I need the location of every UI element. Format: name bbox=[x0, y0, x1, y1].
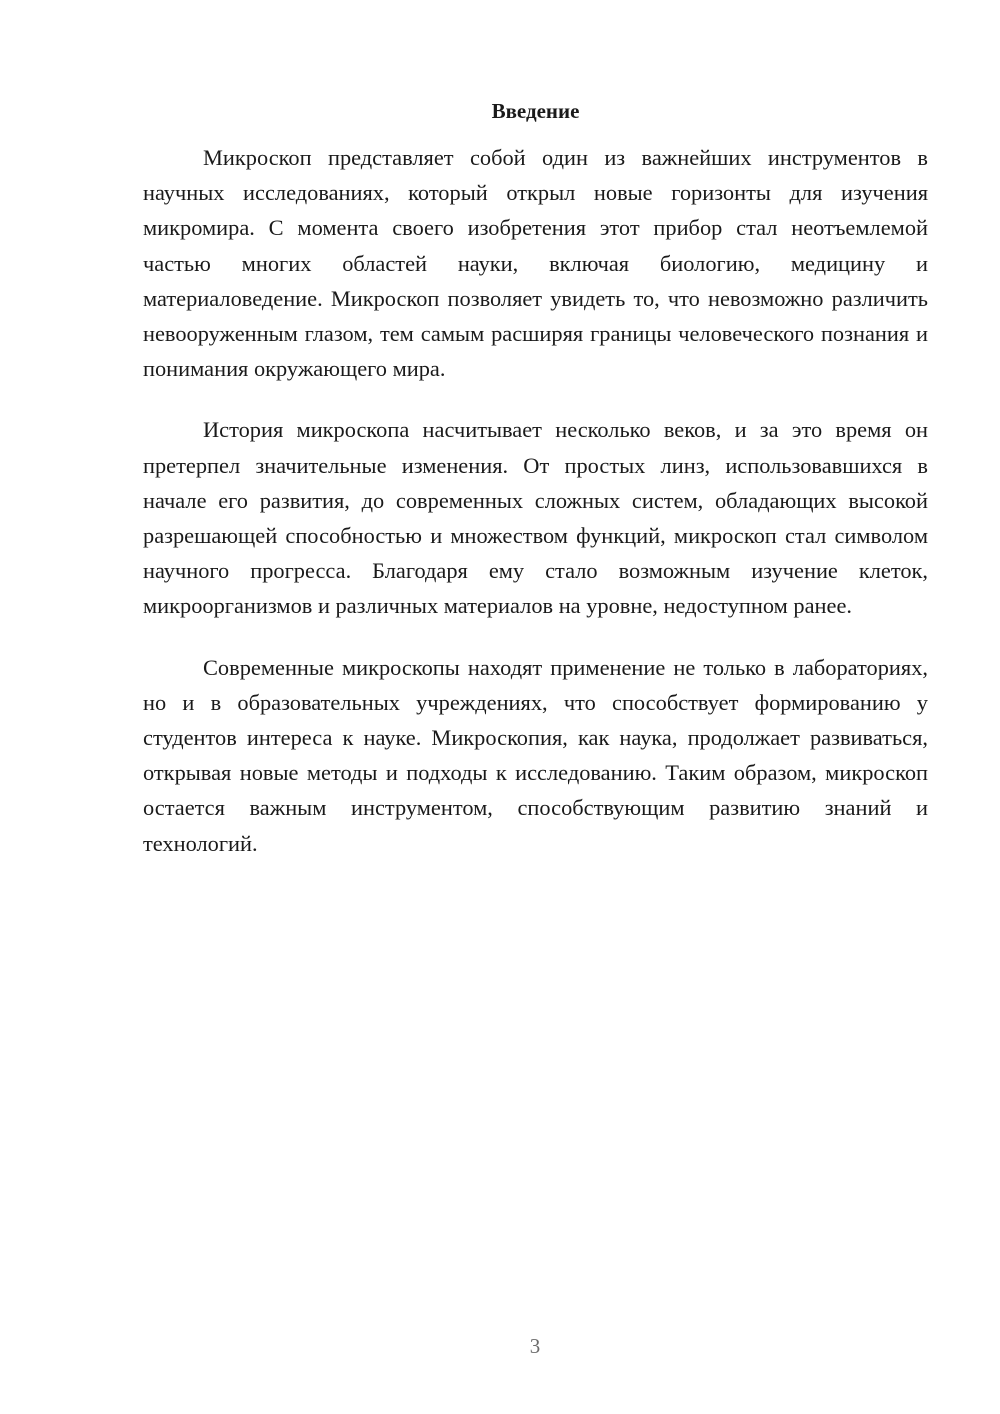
section-heading: Введение bbox=[491, 99, 580, 123]
paragraph-1: Микроскоп представляет собой один из важнейших инструментов в научных исследованиях, который открыл новые горизонты для изучения микромира. С момента своего изобретения этот прибор стал неотъемлемой частью многих областей науки, включая биологию, медицину и материаловедение. Микроскоп позволяет увидеть то, что невозможно различить невооруженным глазом, тем самым расширяя границы человеческого познания и понимания окружающего мира. bbox=[143, 145, 928, 382]
paragraph-3: Современные микроскопы находят применение не только в лабораториях, но и в образовательных учреждениях, что способствует формированию у студентов интереса к науке. Микроскопия, как наука, продолжает развиваться, открывая новые методы и подходы к исследованию. Таким образом, микроскоп остается важным инструментом, способствующим развитию знаний и технологий. bbox=[143, 654, 928, 856]
document-page bbox=[143, 96, 928, 887]
page-number: 3 bbox=[529, 1334, 541, 1358]
paragraph-2: История микроскопа насчитывает несколько веков, и за это время он претерпел значительные изменения. От простых линз, использовавшихся в начале его развития, до современных сложных систем, обладающих высокой разрешающей способностью и множеством функций, микроскоп стал символом научного прогресса. Благодаря ему стало возможным изучение клеток, микроорганизмов и различных материалов на уровне, недоступном ранее. bbox=[143, 417, 928, 619]
